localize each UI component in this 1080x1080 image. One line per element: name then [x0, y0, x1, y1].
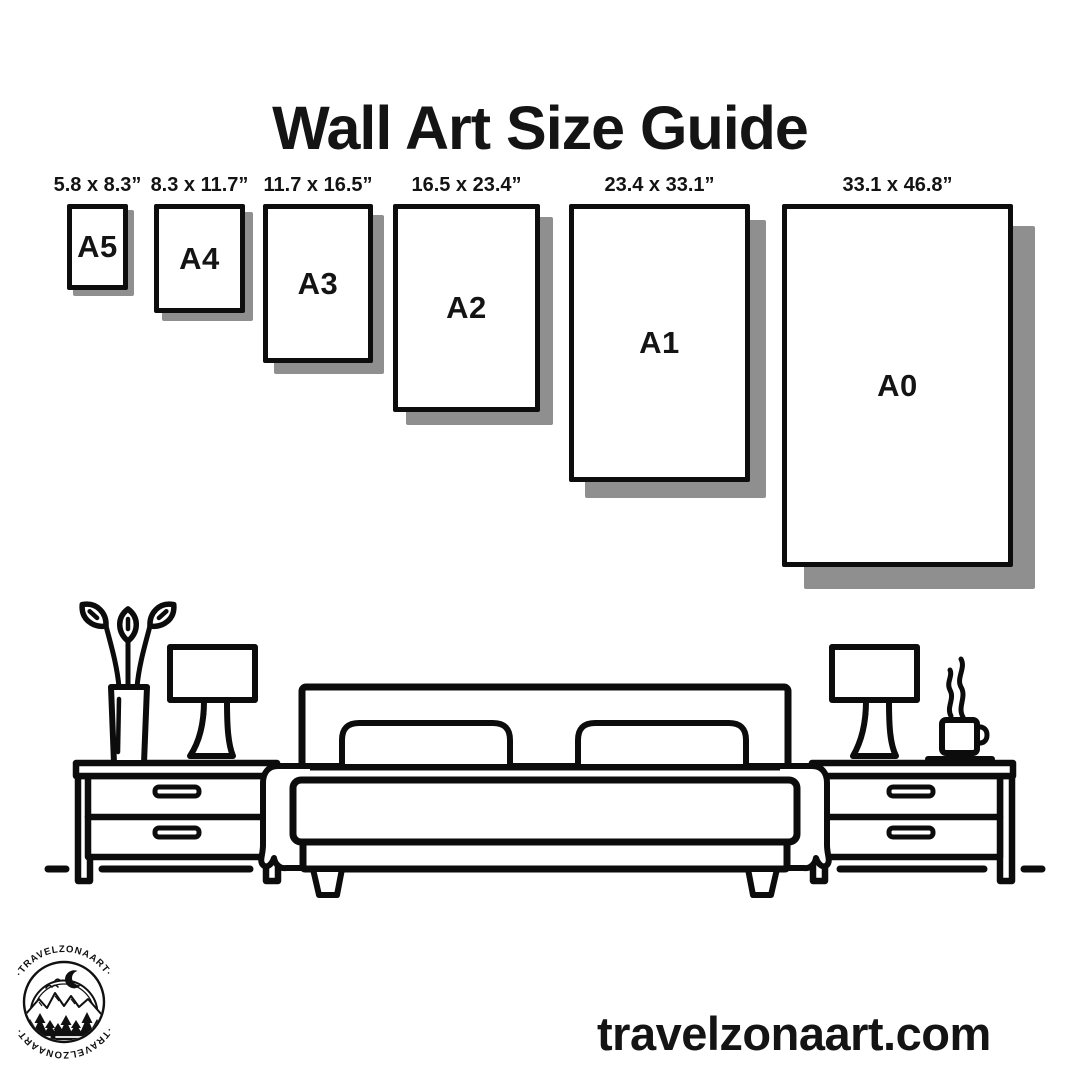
frame-box — [782, 204, 1013, 567]
frame-size-label: A3 — [297, 265, 339, 301]
size-frame — [263, 170, 373, 363]
size-frame — [393, 170, 540, 412]
frame-box — [154, 204, 245, 313]
bedroom-scene-illustration — [0, 560, 1080, 900]
bed-icon — [261, 687, 829, 895]
table-lamp-left-icon — [170, 647, 255, 756]
nightstand-left-icon — [76, 763, 278, 881]
frame-dimensions: 5.8 x 8.3” — [53, 174, 142, 196]
size-frame — [569, 170, 750, 482]
frame-size-label: A0 — [877, 367, 918, 403]
frame-size-label: A1 — [639, 325, 680, 360]
brand-logo-badge — [2, 933, 126, 1071]
size-frame — [53, 170, 142, 290]
plant-vase-icon — [77, 598, 180, 763]
frame-box — [569, 204, 750, 482]
frame-dimensions: 33.1 x 46.8” — [842, 174, 953, 196]
frame-box — [67, 204, 128, 290]
frame-dimensions: 16.5 x 23.4” — [411, 174, 522, 196]
frame-box — [393, 204, 540, 412]
badge-text-bottom: ·TRAVELZONAART· — [13, 1025, 115, 1061]
website-url: travelzonaart.com — [597, 1007, 991, 1060]
frame-size-label: A2 — [446, 290, 487, 325]
size-frame — [782, 170, 1013, 567]
badge-text-top: ·TRAVELZONAART· — [13, 943, 115, 979]
page-title: Wall Art Size Guide — [272, 93, 808, 162]
frame-dimensions: 8.3 x 11.7” — [150, 174, 249, 196]
nightstand-right-icon — [812, 763, 1013, 881]
frame-dimensions: 23.4 x 33.1” — [604, 174, 715, 196]
size-frame — [150, 170, 249, 313]
frame-size-label: A5 — [77, 229, 118, 264]
frame-dimensions: 11.7 x 16.5” — [263, 174, 373, 196]
frame-box — [263, 204, 373, 363]
frame-size-label: A4 — [179, 240, 220, 276]
table-lamp-right-icon — [832, 647, 917, 756]
coffee-cup-icon — [928, 659, 992, 759]
